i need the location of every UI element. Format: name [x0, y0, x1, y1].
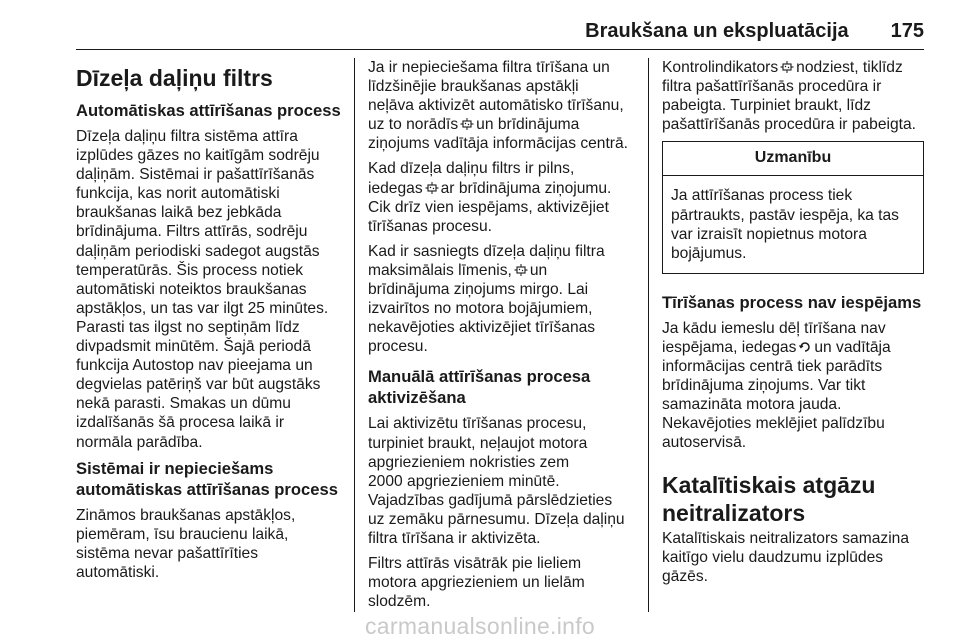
dpf-indicator-icon	[460, 117, 474, 131]
dpf-indicator-icon	[780, 60, 794, 74]
column-divider-1	[354, 58, 355, 612]
paragraph-filter-cleaning-needed: Ja ir nepieciešama filtra tīrīšana un līdzšinējie braukšanas apstākļi neļāva aktivizēt automātisko tīrīšanu, uz to norādīs un brīdinājuma ziņojums vadītāja informācijas centrā.	[368, 59, 629, 153]
watermark: carmanualsonline.info	[364, 613, 596, 639]
paragraph-cleaning-required: Zināmos braukšanas apstākļos, piemēram, īsu braucienu laikā, sistēma nevar pašattīrīties automātiski.	[76, 506, 296, 581]
subtitle-manual-activation: Manuālā attīrīšanas procesa aktivizēšana	[368, 367, 591, 408]
caution-body: Ja attīrīšanas process tiek pārtraukts, pastāv iespēja, ka tas var izraisīt nopietnus motora bojājumus.	[671, 187, 899, 262]
subtitle-auto-cleaning: Automātiskas attīrīšanas process	[76, 101, 341, 120]
page-number: 175	[890, 20, 924, 42]
page-header	[76, 10, 924, 50]
column-2	[368, 58, 640, 617]
paragraph-filter-max: Kad ir sasniegts dīzeļa daļiņu filtra maksimālais līmenis, un brīdinājuma ziņojums mirgo. Lai izvairītos no motora bojājumiem, nekavējoties aktivizējiet tīrīšanas procesu.	[368, 242, 605, 356]
subtitle-cleaning-not-possible: Tīrīšanas process nav iespējams	[662, 292, 922, 312]
paragraph-fast-cleaning: Filtrs attīrās visātrāk pie lieliem motora apgriezieniem un lielām slodzēm.	[368, 555, 585, 611]
section-title-catalytic: Katalītiskais atgāzu neitralizators	[662, 471, 876, 526]
subtitle-cleaning-required: Sistēmai ir nepieciešams automātiskas attīrīšanas process	[76, 458, 338, 499]
dpf-indicator-icon	[514, 263, 528, 277]
column-1	[76, 58, 344, 588]
paragraph-manual-activation: Lai aktivizētu tīrīšanas procesu, turpiniet braukt, neļaujot motora apgriezieniem nokristies zem 2000 apgriezieniem minūtē. Vajadzības gadījumā pārslēdzieties uz zemāku pārnesumu. Dīzeļa daļiņu filtra tīrīšana ir aktivizēta.	[368, 415, 625, 547]
header-title: Braukšana un ekspluatācija	[585, 20, 849, 42]
paragraph-filter-full: Kad dīzeļa daļiņu filtrs ir pilns, iedegas ar brīdinājuma ziņojumu. Cik drīz vien iespējams, aktivizējiet tīrīšanas procesu.	[368, 160, 612, 235]
column-3	[662, 58, 924, 592]
paragraph-catalytic: Katalītiskais neitralizators samazina kaitīgo vielu daudzumu izplūdes gāzēs.	[662, 529, 910, 585]
dpf-indicator-icon	[425, 181, 439, 195]
engine-check-icon	[798, 340, 812, 354]
paragraph-indicator-off: Kontrolindikators nodziest, tiklīdz filtra pašattīrīšanās procedūra ir pabeigta. Turpiniet braukt, līdz pašattīrīšanās procedūra ir pabeigta.	[662, 59, 916, 134]
paragraph-cleaning-not-possible: Ja kādu iemeslu dēļ tīrīšana nav iespējama, iedegas un vadītāja informācijas centrā tiek parādīts brīdinājuma ziņojums. Var tikt samazināta motora jauda. Nekavējoties meklējiet palīdzību autoservisā.	[662, 319, 891, 452]
caution-title: Uzmanību	[663, 142, 923, 176]
column-divider-2	[648, 58, 649, 612]
caution-box	[662, 141, 924, 273]
paragraph-auto-cleaning: Dīzeļa daļiņu filtra sistēma attīra izplūdes gāzes no kaitīgām sodrēju daļiņām. Sistēmai ir pašattīrīšanās funkcija, kas norit automātiski braukšanas laikā bez jebkāda brīdinājuma. Filtrs attīrās, sodrēju daļiņām periodiski sadegot augstās temperatūrās. Šis process notiek automātiski noteiktos braukšanas apstākļos, un tas var ilgt 25 minūtes. Parasti tas ilgst no septiņām līdz divpadsmit minūtēm. Šajā periodā funkcija Autostop nav pieejama un degvielas patēriņš var būt augstāks nekā parasti. Smakas un dūmu izdalīšanās šā procesa laikā ir normāla parādība.	[76, 128, 329, 451]
section-title-dpf: Dīzeļa daļiņu filtrs	[76, 65, 273, 91]
